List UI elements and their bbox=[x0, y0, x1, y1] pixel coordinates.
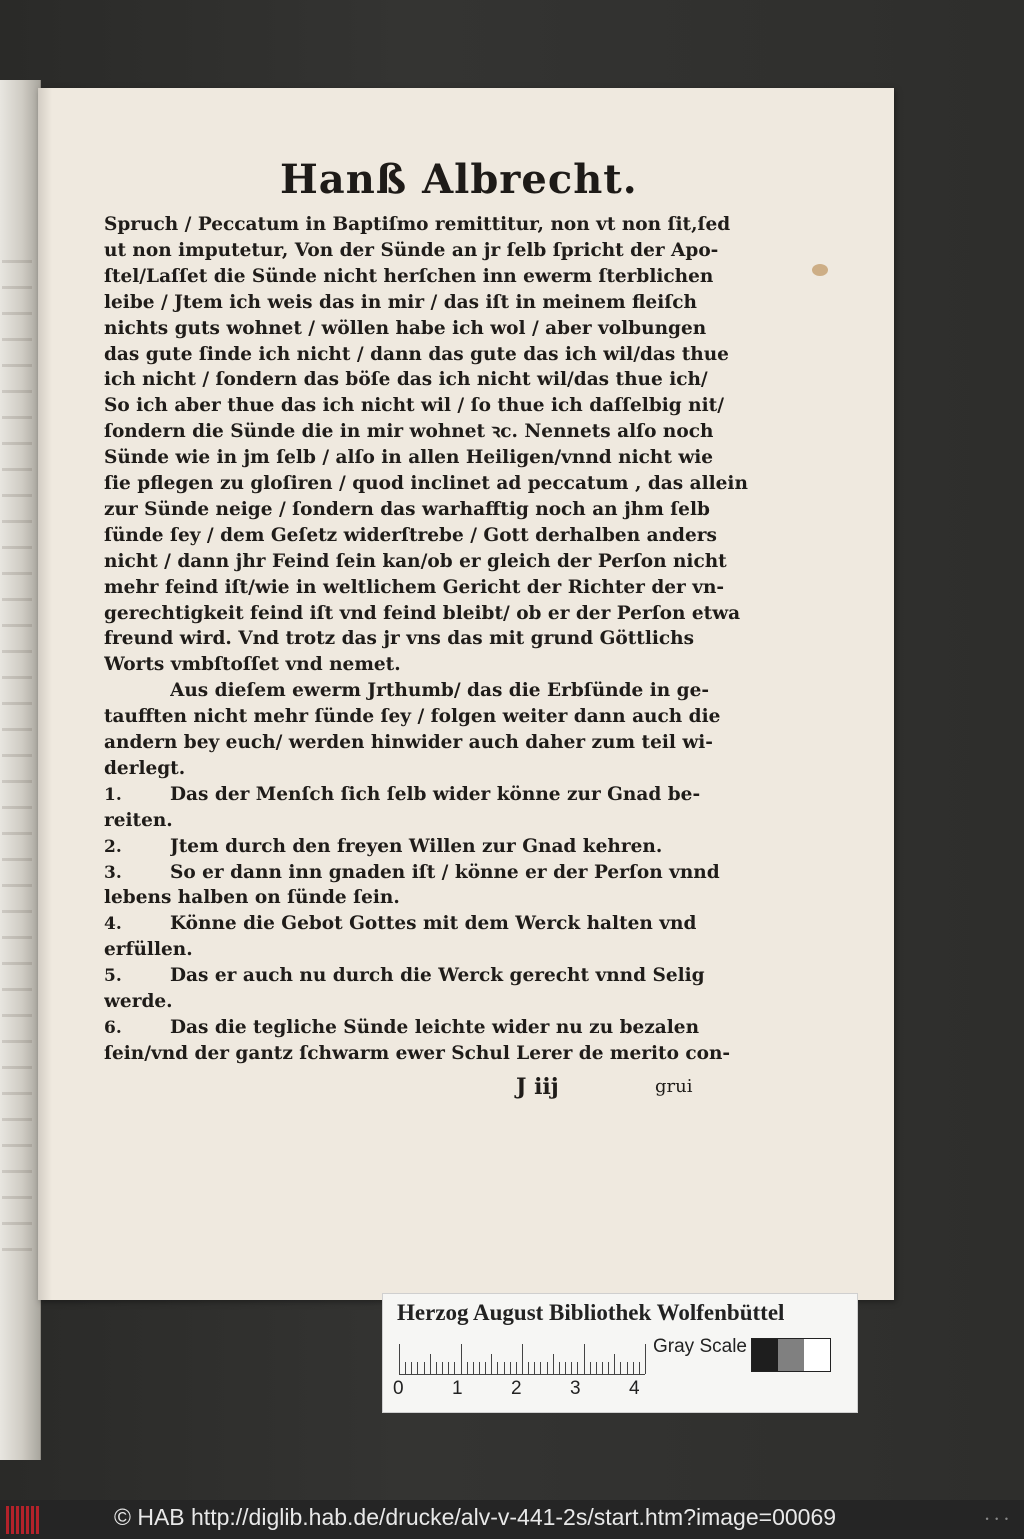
ruler-tick bbox=[553, 1354, 554, 1374]
item-line: So er dann inn gnaden iſt / könne er der Perſon vnnd bbox=[170, 861, 720, 883]
ruler-label: 2 bbox=[511, 1378, 522, 1399]
ruler-tick bbox=[645, 1344, 646, 1374]
ruler-tick bbox=[639, 1362, 640, 1374]
text-line: gerechtigkeit feind iſt vnd feind bleibt/ ob er der Perſon etwa bbox=[104, 602, 741, 624]
ruler-tick bbox=[577, 1362, 578, 1374]
item-number: 6. bbox=[104, 1017, 122, 1038]
hab-logo-icon bbox=[6, 1506, 40, 1534]
item-line: ſein/vnd der gantz ſchwarm ewer Schul Lerer de merito con- bbox=[104, 1042, 731, 1064]
item-line: Jtem durch den freyen Willen zur Gnad kehren. bbox=[170, 835, 663, 857]
facing-page-edge bbox=[0, 80, 41, 1460]
ruler-tick bbox=[614, 1354, 615, 1374]
scale-ruler bbox=[399, 1344, 645, 1375]
item-line: reiten. bbox=[104, 809, 173, 831]
ruler-tick bbox=[510, 1362, 511, 1374]
gray-swatch bbox=[752, 1339, 778, 1371]
ruler-label: 3 bbox=[570, 1378, 581, 1399]
ruler-tick bbox=[571, 1362, 572, 1374]
text-line: Spruch / Peccatum in Baptiſmo remittitur, non vt non ſit,ſed bbox=[104, 214, 731, 235]
text-line: ich nicht / ſondern das böſe das ich nicht wil/das thue ich/ bbox=[104, 369, 708, 391]
ruler-tick bbox=[620, 1362, 621, 1374]
ruler-tick bbox=[596, 1362, 597, 1374]
ruler-tick bbox=[424, 1362, 425, 1374]
ruler-tick bbox=[608, 1362, 609, 1374]
item-line: Das er auch nu durch die Werck gerecht vnnd Selig bbox=[170, 965, 705, 987]
ruler-tick bbox=[528, 1362, 529, 1374]
ruler-tick bbox=[627, 1362, 628, 1374]
text-line: derlegt. bbox=[104, 757, 186, 779]
text-line: das gute ſinde ich nicht / dann das gute das ich wil/das thue bbox=[104, 343, 729, 365]
catchword: grui bbox=[655, 1076, 693, 1097]
text-line: taufften nicht mehr ſünde ſey / folgen weiter dann auch die bbox=[104, 706, 721, 728]
signature-mark: J iij bbox=[516, 1074, 559, 1100]
ruler-tick bbox=[417, 1362, 418, 1374]
ruler-tick bbox=[584, 1344, 585, 1374]
ruler-tick bbox=[602, 1362, 603, 1374]
gray-swatch bbox=[804, 1339, 830, 1371]
ruler-tick bbox=[590, 1362, 591, 1374]
ruler-tick bbox=[467, 1362, 468, 1374]
ruler-tick bbox=[430, 1354, 431, 1374]
ruler-label: 4 bbox=[629, 1378, 640, 1399]
library-name: Herzog August Bibliothek Wolfenbüttel bbox=[397, 1300, 785, 1325]
ruler-tick bbox=[534, 1362, 535, 1374]
text-line: ſondern die Sünde die in mir wohnet ꝛc. Nennets alſo noch bbox=[104, 421, 714, 443]
ruler-tick bbox=[547, 1362, 548, 1374]
text-line: nichts guts wohnet / wöllen habe ich wol / aber volbungen bbox=[104, 317, 707, 339]
ruler-tick bbox=[565, 1362, 566, 1374]
footer-dots-icon: • • • bbox=[985, 1514, 1010, 1524]
text-line: Worts vmbſtoſſet vnd nemet. bbox=[104, 654, 401, 676]
text-line: zur Sünde neige / ſondern das warhafftig noch an jhm ſelb bbox=[104, 498, 710, 520]
gray-swatch bbox=[778, 1339, 804, 1371]
text-line: ſie pflegen zu gloſiren / quod inclinet ad peccatum , das allein bbox=[104, 473, 748, 494]
item-number: 3. bbox=[104, 862, 122, 883]
item-line: Das die tegliche Sünde leichte wider nu zu bezalen bbox=[170, 1016, 700, 1038]
ruler-tick bbox=[436, 1362, 437, 1374]
text-line: andern bey euch/ werden hinwider auch daher zum teil wi- bbox=[104, 732, 713, 753]
ruler-tick bbox=[497, 1362, 498, 1374]
text-line: ſünde ſey / dem Geſetz widerſtrebe / Gott derhalben anders bbox=[104, 524, 717, 546]
text-line: Aus dieſem ewerm Jrthumb/ das die Erbſünde in ge- bbox=[170, 680, 710, 702]
ruler-label: 0 bbox=[393, 1378, 404, 1399]
ruler-tick bbox=[504, 1362, 505, 1374]
ruler-tick bbox=[633, 1362, 634, 1374]
text-line: freund wird. Vnd trotz das jr vns das mit grund Göttlichs bbox=[104, 628, 695, 650]
ruler-tick bbox=[479, 1362, 480, 1374]
ruler-label: 1 bbox=[452, 1378, 463, 1399]
item-line: lebens halben on ſünde ſein. bbox=[104, 887, 400, 909]
text-line: nicht / dann jhr Feind ſein kan/ob er gleich der Perſon nicht bbox=[104, 550, 727, 572]
ruler-tick bbox=[559, 1362, 560, 1374]
ruler-tick bbox=[491, 1354, 492, 1374]
copyright-url[interactable]: © HAB http://diglib.hab.de/drucke/alv-v-441-2s/start.htm?image=00069 bbox=[114, 1504, 837, 1530]
text-line: Sünde wie in jm ſelb / alſo in allen Heiligen/vnnd nicht wie bbox=[104, 447, 714, 469]
item-line: erfüllen. bbox=[104, 939, 193, 961]
ruler-tick bbox=[461, 1344, 462, 1374]
text-line: leibe / Jtem ich weis das in mir / das iſt in meinem fleiſch bbox=[104, 291, 697, 313]
item-number: 1. bbox=[104, 784, 122, 805]
item-line: Könne die Gebot Gottes mit dem Werck halten vnd bbox=[170, 913, 697, 935]
text-line: ut non imputetur, Von der Sünde an jr ſelb ſpricht der Apo- bbox=[104, 239, 719, 261]
item-number: 2. bbox=[104, 836, 122, 857]
text-line: mehr feind iſt/wie in weltlichem Gericht der Richter der vn- bbox=[104, 576, 725, 598]
ruler-tick bbox=[522, 1344, 523, 1374]
item-number: 5. bbox=[104, 966, 122, 987]
viewer-footer bbox=[0, 1500, 1024, 1539]
ruler-tick bbox=[540, 1362, 541, 1374]
item-line: Das der Menſch ſich ſelb wider könne zur Gnad be- bbox=[170, 783, 701, 805]
item-line: werde. bbox=[104, 991, 173, 1012]
page-gutter-shadow bbox=[38, 88, 52, 1300]
ruler-tick bbox=[485, 1362, 486, 1374]
ruler-tick bbox=[411, 1362, 412, 1374]
text-line: So ich aber thue das ich nicht wil / ſo thue ich daſſelbig nit/ bbox=[104, 395, 724, 417]
ruler-tick bbox=[454, 1362, 455, 1374]
ruler-tick bbox=[405, 1362, 406, 1374]
ruler-tick bbox=[448, 1362, 449, 1374]
color-target-card bbox=[382, 1293, 858, 1413]
page-stain bbox=[812, 264, 828, 276]
ruler-tick bbox=[399, 1344, 400, 1374]
gray-scale-swatches bbox=[751, 1338, 831, 1372]
running-header: Hanß Albrecht. bbox=[280, 156, 638, 203]
text-line: ſtel/Laſſet die Sünde nicht herſchen inn ewerm ſterblichen bbox=[104, 265, 714, 287]
item-number: 4. bbox=[104, 914, 122, 935]
facing-page-text-traces bbox=[2, 260, 32, 1260]
ruler-tick bbox=[516, 1362, 517, 1374]
gray-scale-label: Gray Scale bbox=[653, 1336, 747, 1357]
ruler-tick bbox=[473, 1362, 474, 1374]
ruler-tick bbox=[442, 1362, 443, 1374]
